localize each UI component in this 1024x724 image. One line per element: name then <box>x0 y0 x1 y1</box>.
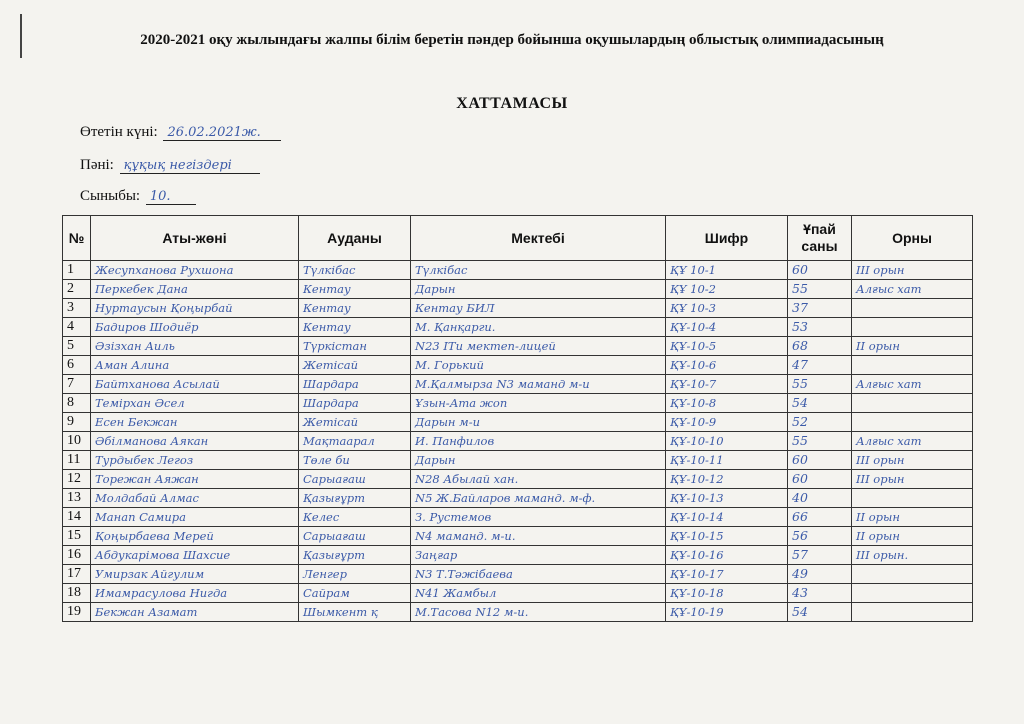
student-name: Әбілманова Аякан <box>91 432 299 451</box>
district: Кентау <box>299 318 411 337</box>
cipher: ҚҰ-10-14 <box>666 508 788 527</box>
district: Жетісай <box>299 413 411 432</box>
student-name: Әзізхан Аиль <box>91 337 299 356</box>
school: N4 маманд. м-и. <box>411 527 666 546</box>
place <box>852 603 973 622</box>
place <box>852 413 973 432</box>
score: 66 <box>788 508 852 527</box>
place: III орын <box>852 451 973 470</box>
table-row <box>63 261 973 280</box>
column-header-place: Орны <box>852 216 973 261</box>
score: 53 <box>788 318 852 337</box>
student-name: Бекжан Азамат <box>91 603 299 622</box>
school: М.Тасова N12 м-и. <box>411 603 666 622</box>
document-header: 2020-2021 оқу жылындағы жалпы білім беретін пәндер бойынша оқушылардың облыстық олимпиадасының <box>140 32 884 48</box>
school: Дарын м-и <box>411 413 666 432</box>
school: Дарын <box>411 451 666 470</box>
table-row <box>63 527 973 546</box>
score: 56 <box>788 527 852 546</box>
place <box>852 584 973 603</box>
score: 55 <box>788 280 852 299</box>
student-name: Темірхан Әсел <box>91 394 299 413</box>
district: Сарыағаш <box>299 470 411 489</box>
district: Сайрам <box>299 584 411 603</box>
score: 54 <box>788 394 852 413</box>
district: Шардара <box>299 394 411 413</box>
score: 49 <box>788 565 852 584</box>
student-name: Молдабай Алмас <box>91 489 299 508</box>
column-header-district: Ауданы <box>299 216 411 261</box>
table-row <box>63 394 973 413</box>
date-field <box>80 124 281 141</box>
table-row <box>63 508 973 527</box>
district: Жетісай <box>299 356 411 375</box>
row-number: 13 <box>63 489 91 508</box>
table-row <box>63 413 973 432</box>
cipher: ҚҰ 10-3 <box>666 299 788 318</box>
school: N5 Ж.Байларов маманд. м-ф. <box>411 489 666 508</box>
table-row <box>63 584 973 603</box>
score: 57 <box>788 546 852 565</box>
student-name: Умирзак Айгулим <box>91 565 299 584</box>
cipher: ҚҰ 10-1 <box>666 261 788 280</box>
student-name: Қоңырбаева Мерей <box>91 527 299 546</box>
place: Алғыс хат <box>852 375 973 394</box>
row-number: 3 <box>63 299 91 318</box>
school: N23 ІТи мектеп-лицей <box>411 337 666 356</box>
place: II орын <box>852 508 973 527</box>
score: 60 <box>788 470 852 489</box>
cipher: ҚҰ-10-4 <box>666 318 788 337</box>
document-title: ХАТТАМАСЫ <box>456 95 568 112</box>
row-number: 17 <box>63 565 91 584</box>
table-row <box>63 451 973 470</box>
table-row <box>63 546 973 565</box>
row-number: 5 <box>63 337 91 356</box>
column-header-name: Аты-жөні <box>91 216 299 261</box>
table-row <box>63 565 973 584</box>
column-header-cipher: Шифр <box>666 216 788 261</box>
cipher: ҚҰ-10-11 <box>666 451 788 470</box>
district: Кентау <box>299 280 411 299</box>
table-row <box>63 356 973 375</box>
cipher: ҚҰ-10-5 <box>666 337 788 356</box>
table-row <box>63 489 973 508</box>
student-name: Перкебек Дана <box>91 280 299 299</box>
school: З. Рустемов <box>411 508 666 527</box>
district: Түркістан <box>299 337 411 356</box>
school: М. Қанқарги. <box>411 318 666 337</box>
place <box>852 394 973 413</box>
place <box>852 356 973 375</box>
score: 43 <box>788 584 852 603</box>
student-name: Нуртаусын Қоңырбай <box>91 299 299 318</box>
student-name: Абдукарімова Шахсие <box>91 546 299 565</box>
score: 55 <box>788 375 852 394</box>
column-header-number: № <box>63 216 91 261</box>
subject-value: құқық негіздері <box>120 158 260 174</box>
score: 40 <box>788 489 852 508</box>
row-number: 10 <box>63 432 91 451</box>
school: N28 Абылай хан. <box>411 470 666 489</box>
student-name: Турдыбек Легоз <box>91 451 299 470</box>
row-number: 15 <box>63 527 91 546</box>
place <box>852 318 973 337</box>
table-row <box>63 603 973 622</box>
grade-value: 10. <box>146 189 196 205</box>
table-row <box>63 299 973 318</box>
student-name: Жесупханова Рухшона <box>91 261 299 280</box>
place: III орын <box>852 470 973 489</box>
school: N41 Жамбыл <box>411 584 666 603</box>
table-header-row <box>63 216 973 261</box>
row-number: 1 <box>63 261 91 280</box>
district: Қазығұрт <box>299 489 411 508</box>
place <box>852 489 973 508</box>
place: Алғыс хат <box>852 432 973 451</box>
school: Ұзын-Ата жоп <box>411 394 666 413</box>
row-number: 7 <box>63 375 91 394</box>
school: Заңғар <box>411 546 666 565</box>
district: Сарыағаш <box>299 527 411 546</box>
district: Түлкібас <box>299 261 411 280</box>
score: 68 <box>788 337 852 356</box>
score: 60 <box>788 261 852 280</box>
cipher: ҚҰ-10-19 <box>666 603 788 622</box>
row-number: 6 <box>63 356 91 375</box>
school: Дарын <box>411 280 666 299</box>
row-number: 16 <box>63 546 91 565</box>
cipher: ҚҰ-10-12 <box>666 470 788 489</box>
cipher: ҚҰ-10-8 <box>666 394 788 413</box>
cipher: ҚҰ-10-10 <box>666 432 788 451</box>
row-number: 2 <box>63 280 91 299</box>
table-row <box>63 337 973 356</box>
score: 52 <box>788 413 852 432</box>
place: II орын <box>852 337 973 356</box>
student-name: Байтханова Асылай <box>91 375 299 394</box>
school: Кентау БИЛ <box>411 299 666 318</box>
score: 54 <box>788 603 852 622</box>
cipher: ҚҰ-10-7 <box>666 375 788 394</box>
student-name: Аман Алина <box>91 356 299 375</box>
cipher: ҚҰ-10-17 <box>666 565 788 584</box>
grade-field <box>80 188 196 205</box>
table-row <box>63 280 973 299</box>
row-number: 11 <box>63 451 91 470</box>
district: Ленгер <box>299 565 411 584</box>
row-number: 8 <box>63 394 91 413</box>
cipher: ҚҰ-10-9 <box>666 413 788 432</box>
date-label: Өтетін күні: <box>80 124 158 140</box>
district: Шымкент қ <box>299 603 411 622</box>
district: Қазығұрт <box>299 546 411 565</box>
school: N3 Т.Тәжібаева <box>411 565 666 584</box>
row-number: 14 <box>63 508 91 527</box>
place: III орын. <box>852 546 973 565</box>
table-row <box>63 375 973 394</box>
score: 47 <box>788 356 852 375</box>
table-row <box>63 318 973 337</box>
row-number: 12 <box>63 470 91 489</box>
school: М.Қалмырза N3 маманд м-и <box>411 375 666 394</box>
school: И. Панфилов <box>411 432 666 451</box>
district: Кентау <box>299 299 411 318</box>
column-header-score: Ұпай саны <box>788 216 852 261</box>
cipher: ҚҰ-10-16 <box>666 546 788 565</box>
school: Түлкібас <box>411 261 666 280</box>
place: II орын <box>852 527 973 546</box>
cipher: ҚҰ 10-2 <box>666 280 788 299</box>
row-number: 9 <box>63 413 91 432</box>
student-name: Торежан Аяжан <box>91 470 299 489</box>
place <box>852 299 973 318</box>
student-name: Бадиров Шодиёр <box>91 318 299 337</box>
subject-field <box>80 157 260 174</box>
cipher: ҚҰ-10-18 <box>666 584 788 603</box>
score: 55 <box>788 432 852 451</box>
district: Шардара <box>299 375 411 394</box>
district: Келес <box>299 508 411 527</box>
district: Төле би <box>299 451 411 470</box>
table-row <box>63 432 973 451</box>
place <box>852 565 973 584</box>
student-name: Есен Бекжан <box>91 413 299 432</box>
cipher: ҚҰ-10-15 <box>666 527 788 546</box>
student-name: Имамрасулова Нигда <box>91 584 299 603</box>
cipher: ҚҰ-10-6 <box>666 356 788 375</box>
cipher: ҚҰ-10-13 <box>666 489 788 508</box>
row-number: 4 <box>63 318 91 337</box>
column-header-school: Мектебі <box>411 216 666 261</box>
row-number: 19 <box>63 603 91 622</box>
grade-label: Сыныбы: <box>80 188 141 204</box>
subject-label: Пәні: <box>80 157 114 173</box>
school: М. Горький <box>411 356 666 375</box>
score: 60 <box>788 451 852 470</box>
place: III орын <box>852 261 973 280</box>
district: Мақтаарал <box>299 432 411 451</box>
score: 37 <box>788 299 852 318</box>
table-body <box>63 261 973 622</box>
date-value: 26.02.2021ж. <box>163 125 281 141</box>
table-row <box>63 470 973 489</box>
row-number: 18 <box>63 584 91 603</box>
results-table <box>62 215 973 622</box>
place: Алғыс хат <box>852 280 973 299</box>
student-name: Манап Самира <box>91 508 299 527</box>
